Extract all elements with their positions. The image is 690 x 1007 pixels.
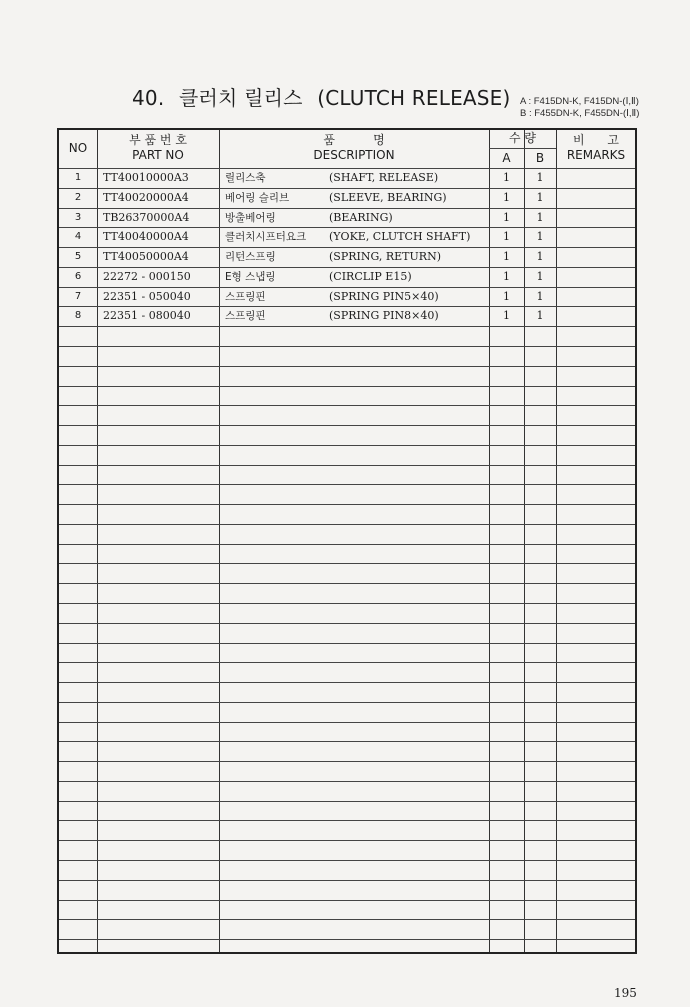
row-rule-line (59, 623, 635, 624)
quantity-a: 1 (503, 210, 510, 224)
row-rule-line (59, 544, 635, 545)
description-english: (SPRING PIN5×40) (329, 289, 439, 303)
page-title (132, 82, 519, 111)
quantity-a: 1 (503, 289, 510, 303)
table-row (59, 267, 635, 287)
part-number: TB26370000A4 (103, 210, 190, 224)
row-rule-line (59, 346, 635, 347)
part-number: TT40020000A4 (103, 190, 189, 204)
table-row (59, 168, 635, 188)
parts-table (57, 128, 637, 954)
row-rule-line (59, 188, 635, 189)
quantity-b: 1 (536, 289, 544, 303)
row-rule-line (59, 465, 635, 466)
row-rule-line (59, 306, 635, 307)
description-korean: 방출베어링 (225, 211, 276, 224)
row-rule-line (59, 741, 635, 742)
header-description-korean: 품 명 (323, 133, 385, 147)
row-rule-line (59, 722, 635, 723)
part-number: 22272 - 000150 (103, 269, 191, 283)
header-part-no-english: PART NO (132, 148, 184, 162)
row-rule-line (59, 939, 635, 940)
row-number: 1 (74, 172, 82, 183)
row-rule-line (59, 386, 635, 387)
description-korean: 릴리스축 (225, 172, 266, 184)
row-rule-line (59, 781, 635, 782)
row-rule-line (59, 603, 635, 604)
header-part-no-korean: 부 품 번 호 (129, 133, 187, 147)
quantity-b: 1 (536, 171, 544, 184)
quantity-b: 1 (536, 250, 544, 264)
row-rule-line (59, 247, 635, 248)
row-rule-line (59, 643, 635, 644)
row-rule-line (59, 702, 635, 703)
quantity-subheader-line (489, 148, 556, 149)
table-row (59, 247, 635, 267)
header-quantity-b: B (535, 151, 545, 165)
header-no: NO (68, 141, 88, 155)
row-rule-line (59, 267, 635, 268)
row-rule-line (59, 761, 635, 762)
description-korean: 클러치시프터요크 (225, 231, 307, 244)
description-korean: 스프링핀 (225, 310, 266, 323)
row-rule-line (59, 208, 635, 209)
header-description-english: DESCRIPTION (313, 148, 395, 162)
title-number: 40. (132, 86, 165, 110)
row-number: 3 (74, 211, 82, 223)
quantity-b: 1 (536, 269, 544, 283)
row-rule-line (59, 227, 635, 228)
row-number: 6 (74, 270, 82, 282)
description-english: (SLEEVE, BEARING) (329, 190, 447, 204)
page-number: 195 (614, 986, 637, 1000)
title-korean: 클러치 릴리스 (178, 86, 303, 110)
row-rule-line (59, 860, 635, 861)
quantity-b: 1 (536, 210, 544, 224)
description-korean: E형 스냅링 (225, 270, 276, 283)
description-english: (CIRCLIP E15) (329, 269, 412, 283)
row-rule-line (59, 682, 635, 683)
row-rule-line (59, 840, 635, 841)
header-description (219, 133, 489, 163)
row-rule-line (59, 563, 635, 564)
row-rule-line (59, 504, 635, 505)
description-korean: 스프링핀 (225, 290, 266, 303)
description-english: (SHAFT, RELEASE) (329, 171, 439, 184)
row-rule-line (59, 287, 635, 288)
title-english: (CLUTCH RELEASE) (317, 86, 511, 110)
row-rule-line (59, 425, 635, 426)
row-number: 7 (74, 290, 82, 302)
quantity-a: 1 (503, 190, 510, 204)
description-english: (BEARING) (329, 210, 393, 224)
description-english: (SPRING, RETURN) (329, 250, 441, 264)
header-bottom-line (59, 168, 635, 169)
table-row (59, 306, 635, 326)
header-remarks-korean: 비 고 (572, 133, 620, 147)
description-english: (YOKE, CLUTCH SHAFT) (329, 230, 471, 244)
model-legend-b: B : F455DN-K, F455DN-(Ⅰ,Ⅱ) (520, 108, 640, 119)
row-rule-line (59, 900, 635, 901)
quantity-a: 1 (503, 230, 510, 244)
row-number: 5 (74, 251, 82, 263)
quantity-b: 1 (536, 190, 544, 204)
table-row (59, 287, 635, 307)
table-row (59, 208, 635, 228)
model-legend-a: A : F415DN-K, F415DN-(Ⅰ,Ⅱ) (520, 96, 639, 107)
row-rule-line (59, 583, 635, 584)
model-legend (520, 96, 639, 120)
row-rule-line (59, 662, 635, 663)
header-part-no (97, 133, 219, 163)
description-english: (SPRING PIN8×40) (329, 309, 439, 323)
row-rule-line (59, 484, 635, 485)
row-rule-line (59, 366, 635, 367)
part-number: 22351 - 050040 (103, 289, 191, 303)
quantity-a: 1 (503, 269, 510, 283)
quantity-b: 1 (536, 230, 544, 244)
row-rule-line (59, 405, 635, 406)
quantity-a: 1 (503, 250, 510, 264)
row-rule-line (59, 326, 635, 327)
table-row (59, 188, 635, 208)
row-number: 8 (74, 310, 82, 322)
header-remarks-english: REMARKS (566, 148, 626, 162)
part-number: TT40050000A4 (103, 250, 189, 264)
header-quantity-a: A (502, 151, 511, 165)
row-number: 2 (74, 191, 82, 203)
header-quantity: 수 량 (509, 131, 536, 145)
quantity-a: 1 (503, 171, 510, 184)
row-number: 4 (74, 231, 82, 243)
row-rule-line (59, 820, 635, 821)
part-number: 22351 - 080040 (103, 309, 191, 323)
part-number: TT40010000A3 (103, 171, 189, 184)
row-rule-line (59, 919, 635, 920)
row-rule-line (59, 880, 635, 881)
row-rule-line (59, 524, 635, 525)
description-korean: 리턴스프링 (225, 251, 276, 264)
header-remarks (556, 133, 636, 163)
quantity-a: 1 (503, 309, 510, 323)
part-number: TT40040000A4 (103, 230, 189, 244)
row-rule-line (59, 801, 635, 802)
quantity-b: 1 (536, 309, 544, 323)
row-rule-line (59, 445, 635, 446)
table-row (59, 227, 635, 247)
description-korean: 베어링 슬리브 (225, 191, 290, 204)
